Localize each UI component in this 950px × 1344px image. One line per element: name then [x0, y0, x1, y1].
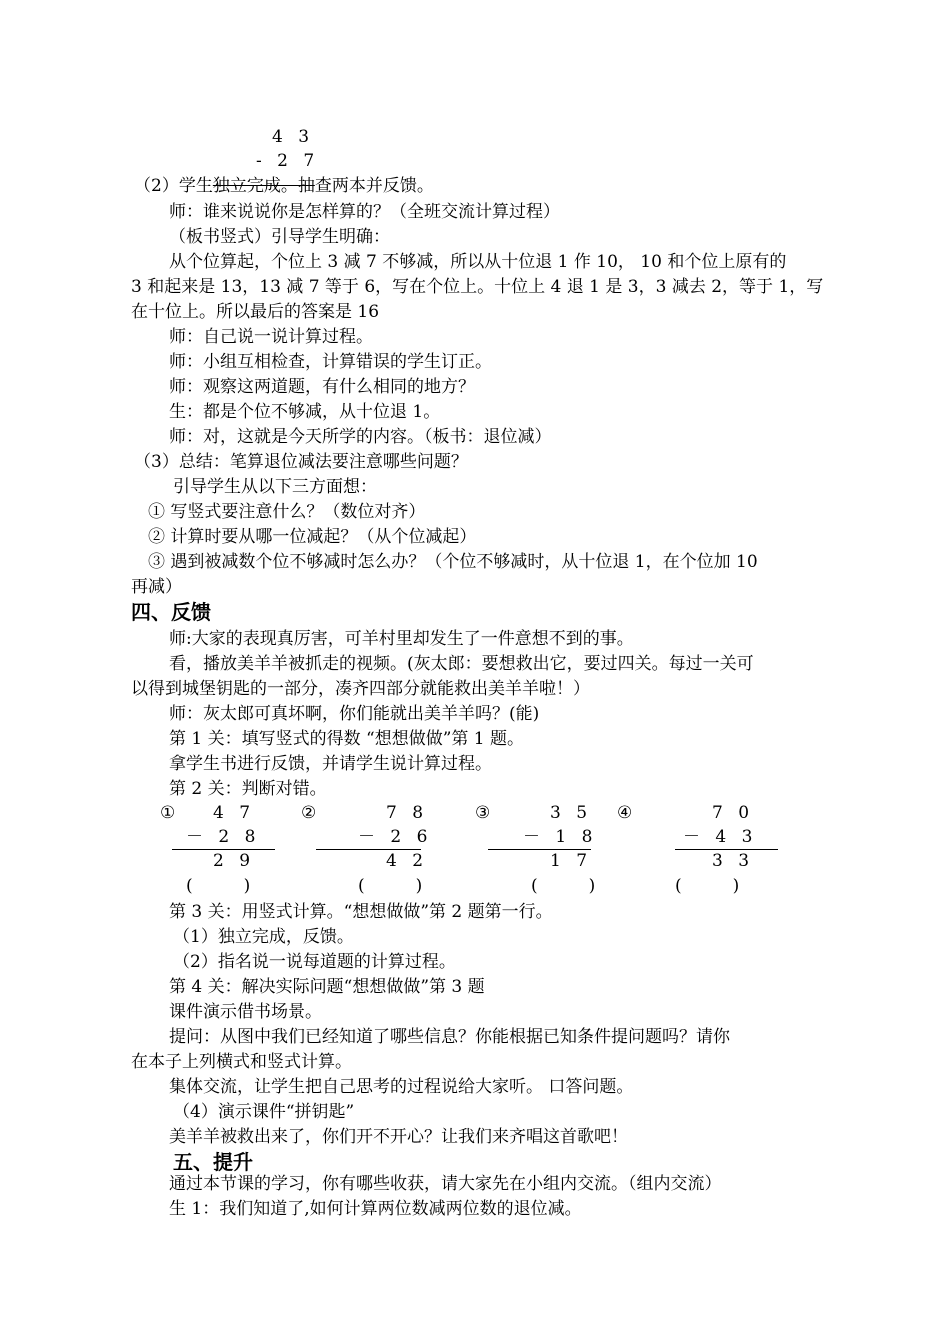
problem-answer: 3 3: [712, 851, 755, 871]
text-line: （板书竖式）引导学生明确：: [169, 227, 390, 247]
problem-answer: 2 9: [213, 851, 256, 871]
text-line: 美羊羊被救出来了，你们开不开心？让我们来齐唱这首歌吧！: [169, 1127, 628, 1147]
text-line: （3）总结：笔算退位减法要注意哪些问题？: [134, 452, 468, 472]
text-line: 提问：从图中我们已经知道了哪些信息？你能根据已知条件提问题吗？请你: [169, 1027, 730, 1047]
text-line: 课件演示借书场景。: [169, 1002, 322, 1022]
problem-minuend: 3 5: [550, 803, 593, 823]
problem-answer: 1 7: [550, 851, 593, 871]
problem-subtrahend: － 1 8: [523, 827, 598, 847]
problem-minuend: 7 8: [386, 803, 429, 823]
text-line: ② 计算时要从哪一位减起？（从个位减起）: [148, 527, 477, 547]
text-line: 引导学生从以下三方面想：: [173, 477, 377, 497]
text-line: 师：对，这就是今天所学的内容。（板书：退位减）: [169, 427, 552, 447]
text-line: 在十位上。所以最后的答案是 16: [131, 302, 380, 322]
text-line: 集体交流，让学生把自己思考的过程说给大家听。 口答问题。: [169, 1077, 634, 1097]
problem-subtrahend: － 4 3: [683, 827, 758, 847]
text-line: 师：观察这两道题，有什么相同的地方？: [169, 377, 475, 397]
problem-answer: 4 2: [386, 851, 429, 871]
problem-subtrahend: － 2 8: [186, 827, 261, 847]
text-line: 师：谁来说说你是怎样算的？（全班交流计算过程）: [169, 202, 560, 222]
text-line: （2）指名说一说每道题的计算过程。: [173, 952, 456, 972]
text-line: 拿学生书进行反馈，并请学生说计算过程。: [169, 754, 492, 774]
text-line: 再减）: [131, 577, 182, 597]
top-subtrahend: - 2 7: [256, 151, 320, 171]
section-heading-improve: 五、提升: [173, 1150, 253, 1174]
problem-minuend: 7 0: [712, 803, 755, 823]
text-line: 师：自己说一说计算过程。: [169, 327, 373, 347]
text-line: 从个位算起，个位上 3 减 7 不够减，所以从十位退 1 作 10， 10 和个位上原有的: [169, 252, 787, 272]
problem-number: ①: [160, 803, 176, 823]
problem-number: ③: [475, 803, 491, 823]
text-line: 师:大家的表现真厉害，可羊村里却发生了一件意想不到的事。: [169, 629, 634, 649]
text-line: 以得到城堡钥匙的一部分，凑齐四部分就能救出美羊羊啦！）: [131, 679, 590, 699]
step2-a: （2）学生: [134, 176, 213, 196]
answer-paren: ( ): [186, 876, 251, 896]
answer-paren: ( ): [675, 876, 740, 896]
text-line: ① 写竖式要注意什么？（数位对齐）: [148, 502, 426, 522]
answer-paren: ( ): [358, 876, 423, 896]
step2-line: [134, 174, 434, 199]
text-line: 在本子上列横式和竖式计算。: [131, 1052, 352, 1072]
problem-number: ④: [617, 803, 633, 823]
text-line: （4）演示课件“拼钥匙”: [173, 1102, 355, 1122]
text-line: 看，播放美羊羊被抓走的视频。(灰太郎：要想救出它，要过四关。每过一关可: [169, 654, 754, 674]
answer-paren: ( ): [531, 876, 596, 896]
text-line: 3 和起来是 13，13 减 7 等于 6，写在个位上。十位上 4 退 1 是 3，3 减去 2，等于 1，写: [131, 277, 824, 297]
problem-number: ②: [301, 803, 317, 823]
text-line: （1）独立完成，反馈。: [173, 927, 354, 947]
step2-struck: 独立完成。抽: [212, 176, 315, 196]
step2-b: 查两本并反馈。: [314, 176, 434, 196]
problem-subtrahend: － 2 6: [358, 827, 433, 847]
text-line: 师：小组互相检查，计算错误的学生订正。: [169, 352, 492, 372]
text-line: 第 1 关：填写竖式的得数 “想想做做”第 1 题。: [169, 729, 525, 749]
text-line: 生 1：我们知道了,如何计算两位数减两位数的退位减。: [169, 1199, 582, 1219]
text-line: 生：都是个位不够减，从十位退 1。: [169, 402, 441, 422]
text-line: 通过本节课的学习，你有哪些收获，请大家先在小组内交流。（组内交流）: [169, 1174, 722, 1194]
text-line: 第 3 关：用竖式计算。“想想做做”第 2 题第一行。: [169, 902, 553, 922]
text-line: 第 2 关：判断对错。: [169, 779, 327, 799]
text-line: 第 4 关：解决实际问题“想想做做”第 3 题: [169, 977, 485, 997]
section-heading-feedback: 四、反馈: [131, 600, 211, 624]
top-minuend: 4 3: [272, 127, 315, 147]
problem-minuend: 4 7: [213, 803, 256, 823]
text-line: ③ 遇到被减数个位不够减时怎么办？（个位不够减时，从十位退 1，在个位加 10: [148, 552, 758, 572]
text-line: 师：灰太郎可真坏啊，你们能就出美羊羊吗？(能): [169, 704, 540, 724]
